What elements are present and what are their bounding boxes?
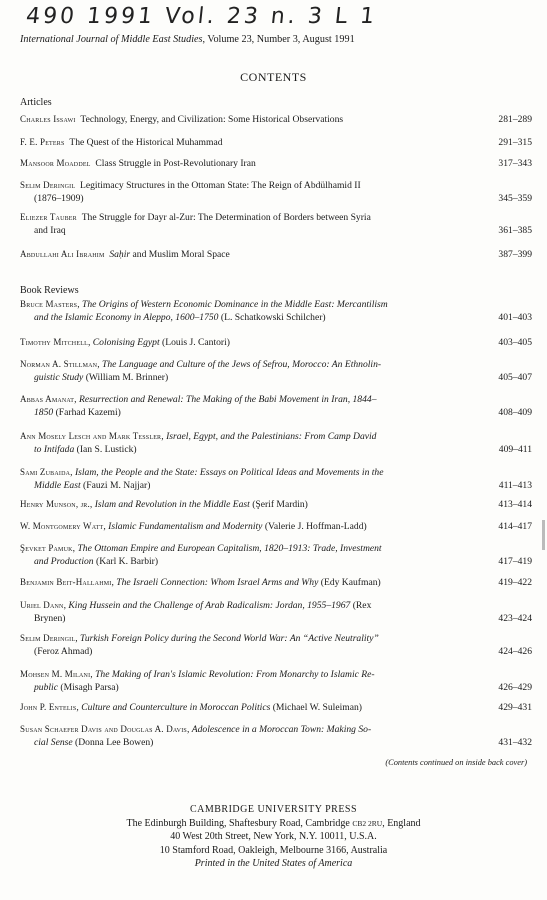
article-author: F. E. Peters: [20, 137, 65, 147]
review-text: Norman A. Stillman, The Language and Culture of the Jews of Sefrou, Morocco: An Ethnolin- guistic Study (William M. Brinner): [20, 358, 460, 385]
review-text: Henry Munson, jr., Islam and Revolution in the Middle East (Şerif Mardin): [20, 499, 308, 510]
review-author: John P. Entelis: [20, 702, 77, 712]
review-text: Sami Zubaida, Islam, the People and the State: Essays on Political Ideas and Movements in the Middle East (Fauzi M. Najjar): [20, 466, 460, 493]
review-author: W. Montgomery Watt: [20, 521, 104, 531]
reviewer: (William M. Brinner): [83, 372, 169, 384]
page-range: 424–426: [498, 646, 532, 658]
book-title: Turkish Foreign Policy during the Second World War: An “Active Neutrality”: [80, 633, 379, 644]
page-range: 409–411: [498, 444, 532, 456]
article-title: Class Struggle in Post-Revolutionary Iran: [95, 158, 256, 169]
article-text: [20, 248, 460, 261]
book-title: Resurrection and Renewal: The Making of the Babi Movement in Iran, 1844–: [78, 394, 377, 405]
article-title: The Struggle for Dayr al-Zur: The Determination of Borders between Syria: [81, 212, 371, 223]
book-title-cont-text: and Production: [34, 556, 94, 568]
reviewer: (Farhad Kazemi): [53, 407, 121, 419]
review-author: Ann Mosely Lesch and Mark Tessler: [20, 431, 162, 441]
review-author: Uriel Dann: [20, 600, 64, 610]
publisher-address-1: The Edinburgh Building, Shaftesbury Road, Cambridge CB2 2RU, England: [126, 817, 421, 829]
reviewer: (Michael W. Suleiman): [270, 702, 362, 713]
reviewer: (Donna Lee Bowen): [72, 737, 154, 749]
page-range: 345–359: [498, 193, 532, 205]
article-title: Legitimacy Structures in the Ottoman State: The Reign of Abdülhamid II: [80, 180, 361, 191]
article-text: [20, 113, 460, 126]
reviewer: (Şerif Mardin): [249, 499, 308, 510]
page-title: CONTENTS: [240, 70, 307, 84]
reviewer: (Fauzi M. Najjar): [80, 480, 151, 492]
review-author: Susan Schaefer Davis and Douglas A. Davis: [20, 724, 187, 734]
article-entry: [20, 179, 532, 206]
book-title: Colonising Egypt: [92, 337, 160, 348]
reviewer: (Misagh Parsa): [57, 682, 119, 694]
review-entry: [20, 542, 532, 569]
article-entry: [20, 211, 532, 238]
article-author: Charles Issawi: [20, 114, 76, 124]
page-range: 401–403: [498, 312, 532, 324]
review-text: Susan Schaefer Davis and Douglas A. Davis, Adolescence in a Moroccan Town: Making So- cial Sense (Donna Lee Bowen): [20, 723, 460, 750]
journal-details: , Volume 23, Number 3, August 1991: [202, 34, 355, 45]
page-range: 419–422: [498, 577, 532, 588]
page-range: 411–413: [498, 480, 532, 492]
review-author: Norman A. Stillman: [20, 359, 98, 369]
printed-in: Printed in the United States of America: [194, 858, 353, 870]
book-title-continued: [20, 406, 460, 419]
review-entry: [20, 668, 532, 695]
review-author: Sami Zubaida: [20, 467, 71, 477]
review-text: Uriel Dann, King Hussein and the Challenge of Arab Radicalism: Jordan, 1955–1967 (Rex Brynen): [20, 599, 460, 626]
review-text: Şevket Pamuk, The Ottoman Empire and European Capitalism, 1820–1913: Trade, Investment and Production (Karl K. Barbir): [20, 542, 460, 569]
review-author: Selim Deringil: [20, 633, 76, 643]
book-title: Israel, Egypt, and the Palestinians: From Camp David: [166, 431, 377, 442]
review-entry: [20, 632, 532, 659]
review-text: W. Montgomery Watt, Islamic Fundamentalism and Modernity (Valerie J. Hoffman-Ladd): [20, 521, 367, 532]
review-text: Timothy Mitchell, Colonising Egypt (Louis J. Cantori): [20, 337, 230, 348]
review-author: Abbas Amanat: [20, 394, 75, 404]
book-title: Islam, the People and the State: Essays on Political Ideas and Movements in the: [74, 467, 384, 478]
book-title-cont-text: and the Islamic Economy in Aleppo, 1600–1750: [34, 312, 219, 324]
page-range: 426–429: [498, 682, 532, 694]
article-text: [20, 179, 460, 206]
review-entry: [20, 576, 532, 589]
review-text: Abbas Amanat, Resurrection and Renewal: The Making of the Babi Movement in Iran, 1844– 1850 (Farhad Kazemi): [20, 393, 460, 420]
publisher-address-2: 40 West 20th Street, New York, N.Y. 10011, U.S.A.: [170, 831, 377, 843]
book-title-cont-text: public: [34, 682, 58, 694]
article-entry: [20, 136, 532, 149]
book-title-cont-text: Middle East: [34, 480, 81, 492]
review-text: John P. Entelis, Culture and Counterculture in Moroccan Politics (Michael W. Suleiman): [20, 702, 362, 713]
book-title: Islamic Fundamentalism and Modernity: [108, 521, 263, 532]
publisher-block: [0, 803, 547, 871]
publisher-name: CAMBRIDGE UNIVERSITY PRESS: [189, 804, 358, 815]
review-author: Bruce Masters: [20, 299, 78, 309]
review-text: Ann Mosely Lesch and Mark Tessler, Israel, Egypt, and the Palestinians: From Camp David to Intifada (Ian S. Lustick): [20, 430, 460, 457]
review-entry: [20, 358, 532, 385]
review-entry: [20, 498, 532, 511]
review-entry: [20, 298, 532, 325]
book-title: The Language and Culture of the Jews of Sefrou, Morocco: An Ethnolin-: [102, 359, 382, 370]
review-entry: [20, 520, 532, 533]
page-range: 423–424: [498, 613, 532, 625]
book-title: The Origins of Western Economic Dominance in the Middle East: Mercantilism: [82, 299, 388, 310]
article-title-continued: (1876–1909): [34, 193, 84, 205]
review-entry: [20, 466, 532, 493]
book-title-continued: [20, 555, 460, 568]
article-text: [20, 211, 460, 238]
book-title: King Hussein and the Challenge of Arab Radicalism: Jordan, 1955–1967: [68, 600, 351, 611]
reviewer: (Edy Kaufman): [318, 577, 381, 588]
book-title-continued: [20, 736, 460, 749]
book-title-cont-text: to Intifada: [34, 444, 75, 456]
article-entry: [20, 248, 532, 261]
book-title-cont-text: 1850: [34, 407, 54, 419]
article-author: Eliezer Tauber: [20, 212, 77, 222]
book-title-continued: [20, 311, 460, 324]
handwritten-note: 490 1991 Vol. 23 n. 3 L 1: [24, 4, 379, 29]
book-title-continued: [20, 371, 460, 384]
review-author: Benjamin Beit-Hallahmi: [20, 577, 112, 587]
book-title-continued: [20, 479, 460, 492]
publisher-address-3: 10 Stamford Road, Oakleigh, Melbourne 3166, Australia: [159, 844, 388, 856]
review-text: Benjamin Beit-Hallahmi, The Israeli Connection: Whom Israel Arms and Why (Edy Kaufman): [20, 577, 381, 588]
page-range: 403–405: [498, 337, 532, 348]
page-range: 417–419: [498, 556, 532, 568]
review-entry: [20, 599, 532, 626]
book-title: The Ottoman Empire and European Capitalism, 1820–1913: Trade, Investment: [77, 543, 382, 554]
article-entry: [20, 113, 532, 126]
article-title: and Muslim Moral Space: [130, 249, 230, 260]
article-title-italic: Saḥir: [109, 249, 131, 260]
review-entry: [20, 393, 532, 420]
book-title-cont-text: cial Sense: [34, 737, 73, 749]
review-entry: [20, 430, 532, 457]
book-title-continued: [20, 681, 460, 694]
book-title: Islam and Revolution in the Middle East: [94, 499, 250, 510]
page-range: 361–385: [498, 225, 532, 237]
article-title-continued: and Iraq: [34, 225, 66, 237]
book-title-continued: [20, 443, 460, 456]
review-author: Henry Munson, jr.: [20, 499, 90, 509]
book-title: The Israeli Connection: Whom Israel Arms and Why: [116, 577, 319, 588]
article-text: [20, 157, 460, 170]
review-text: Mohsen M. Milani, The Making of Iran's Islamic Revolution: From Monarchy to Islamic Re- public (Misagh Parsa): [20, 668, 460, 695]
article-entry: [20, 157, 532, 170]
page-range: 414–417: [498, 521, 532, 532]
article-author: Mansoor Moaddel: [20, 158, 91, 168]
book-title: Adolescence in a Moroccan Town: Making So-: [191, 724, 372, 735]
reviewer: (Louis J. Cantori): [159, 337, 230, 348]
page-range: 281–289: [498, 114, 532, 125]
review-entry: [20, 336, 532, 349]
review-entry: [20, 723, 532, 750]
review-text: Bruce Masters, The Origins of Western Economic Dominance in the Middle East: Mercantilism and the Islamic Economy in Aleppo, 1600–1750 (L. Schatkowski Schilcher): [20, 298, 460, 325]
article-title: The Quest of the Historical Muhammad: [69, 137, 223, 148]
reviewer: (Valerie J. Hoffman-Ladd): [262, 521, 367, 532]
scan-edge-mark: [542, 520, 545, 550]
reviewer-continued: Brynen): [34, 613, 66, 625]
page-range: 291–315: [498, 137, 532, 148]
article-author: Selim Deringil: [20, 180, 76, 190]
review-author: Timothy Mitchell: [20, 337, 88, 347]
reviewer: (L. Schatkowski Schilcher): [218, 312, 326, 324]
page-range: 317–343: [498, 158, 532, 169]
reviews-heading: Book Reviews: [20, 285, 79, 296]
page-range: 429–431: [498, 702, 532, 713]
review-author: Şevket Pamuk: [20, 543, 73, 553]
review-text: Selim Deringil, Turkish Foreign Policy during the Second World War: An “Active Neutrality” (Feroz Ahmad): [20, 632, 460, 659]
reviewer: (Ian S. Lustick): [74, 444, 137, 456]
journal-title: International Journal of Middle East Studies: [20, 34, 203, 45]
book-title-cont-text: guistic Study: [34, 372, 84, 384]
book-title: The Making of Iran's Islamic Revolution: From Monarchy to Islamic Re-: [95, 669, 375, 680]
page-range: 408–409: [498, 407, 532, 419]
review-entry: [20, 701, 532, 714]
page-range: 387–399: [498, 249, 532, 260]
article-text: [20, 136, 460, 149]
page-range: 413–414: [498, 499, 532, 510]
continued-note: (Contents continued on inside back cover): [385, 758, 527, 767]
book-title: Culture and Counterculture in Moroccan Politics: [81, 702, 271, 713]
article-title: Technology, Energy, and Civilization: Some Historical Observations: [80, 114, 344, 125]
reviewer-continued: (Feroz Ahmad): [34, 646, 93, 658]
articles-heading: Articles: [20, 97, 52, 108]
page-range: 431–432: [498, 737, 532, 749]
reviewer: (Rex: [350, 600, 372, 611]
journal-line: [20, 34, 520, 45]
reviewer: (Karl K. Barbir): [93, 556, 159, 568]
review-author: Mohsen M. Milani: [20, 669, 91, 679]
page-range: 405–407: [498, 372, 532, 384]
article-author: Abdullahi Ali Ibrahim: [20, 249, 105, 259]
